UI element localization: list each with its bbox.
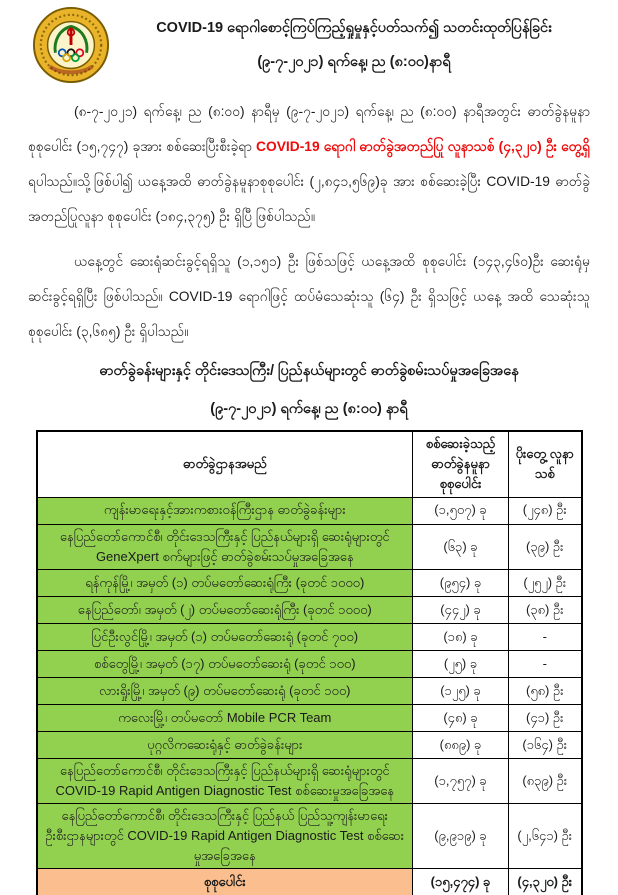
positives-cell: (၃၈) ဦး (509, 596, 582, 623)
table-row (37, 623, 582, 650)
table-row (37, 758, 582, 803)
lab-name-cell: စစ်တွေမြို့၊ အမှတ် (၁၇) တပ်မတော်ဆေးရုံ (ခုတင် ၁၀၀) (37, 650, 413, 677)
samples-cell: (၈၈၉) ခု (413, 731, 509, 758)
column-header-samples-tested: စစ်ဆေးခဲ့သည့် ဓာတ်ခွဲနမူနာ စုစုပေါင်း (413, 431, 509, 497)
samples-cell: (၉,၉၁၉) ခု (413, 804, 509, 869)
lab-testing-table (36, 430, 583, 895)
lab-name-cell: ကလေးမြို့၊ တပ်မတော် Mobile PCR Team (37, 704, 413, 731)
samples-cell: (၄၈) ခု (413, 704, 509, 731)
table-row (37, 677, 582, 704)
samples-cell: (၆၃) ခု (413, 524, 509, 569)
positives-cell: (၂,၆၄၁) ဦး (509, 804, 582, 869)
positives-cell: (၂၅၂) ဦး (509, 569, 582, 596)
samples-cell: (၁၂၅) ခု (413, 677, 509, 704)
lab-name-cell: ကျန်းမာရေးနှင့်အားကစားဝန်ကြီးဌာန ဓာတ်ခွဲခန်းများ (37, 497, 413, 524)
table-row (37, 804, 582, 869)
table-row (37, 731, 582, 758)
lab-name-cell: နေပြည်တော်ကောင်စီ၊ တိုင်းဒေသကြီးနှင့် ပြည်နယ် ပြည်သူ့ကျန်းမာရေးဦးစီးဌာနများတွင် COVID-19 Rapid Antigen Diagnostic Test စစ်ဆေးမှုအခြေအနေ (37, 804, 413, 869)
samples-cell: (၂၅) ခု (413, 650, 509, 677)
column-header-new-positives: ပိုးတွေ့ လူနာသစ် (509, 431, 582, 497)
positives-cell: (၁၆၄) ဦး (509, 731, 582, 758)
table-row (37, 497, 582, 524)
positives-cell: - (509, 650, 582, 677)
table-row (37, 569, 582, 596)
table-subtitle: (၉-၇-၂၀၂၁) ရက်နေ့၊ ည (၈:၀၀) နာရီ (210, 401, 408, 417)
p1-new-cases-highlight: COVID-19 ရောဂါ ဓာတ်ခွဲအတည်ပြု လူနာသစ် (၄,၃၂၀) ဦး တွေ့ရှိ (256, 139, 590, 154)
column-header-lab-name: ဓာတ်ခွဲဌာနအမည် (37, 431, 413, 497)
lab-name-cell: ပုဂ္ဂလိကဆေးရုံနှင့် ဓာတ်ခွဲခန်းများ (37, 731, 413, 758)
paragraph-daily-summary (28, 94, 590, 234)
positives-cell: (၃၉) ဦး (509, 524, 582, 569)
announcement-body (0, 94, 618, 349)
paragraph-discharge-deaths: ယနေ့တွင် ဆေးရုံဆင်းခွင့်ရရှိသူ (၁,၁၅၁) ဦး ဖြစ်သဖြင့် ယနေ့အထိ စုစုပေါင်း (၁၄၃,၄၆၀)ဦး ဆေးရုံမှ ဆင်းခွင့်ရရှိပြီး ဖြစ်ပါသည်။ COVID-19 ရောဂါဖြင့် ထပ်မံသေဆုံးသူ (၆၄) ဦး ရှိသဖြင့် ယနေ့ အထိ သေဆုံးသူစုစုပေါင်း (၃,၆၈၅) ဦး ရှိပါသည်။ (28, 254, 590, 339)
table-total-row (37, 869, 582, 895)
samples-cell: (၁၈) ခု (413, 623, 509, 650)
ministry-seal-icon (32, 6, 110, 84)
table-row (37, 650, 582, 677)
lab-name-cell: လားရှိုးမြို့၊ အမှတ် (၉) တပ်မတော်ဆေးရုံ (ခုတင် ၁၀၀) (37, 677, 413, 704)
p1-text-after: ရပါသည်။သို့ဖြစ်ပါ၍ ယနေ့အထိ ဓာတ်ခွဲနမူနာစုစုပေါင်း (၂,၈၄၁,၅၆၉)ခု အား စစ်ဆေးခဲ့ပြီး COVID-19 ဓာတ်ခွဲအတည်ပြုလူနာ စုစုပေါင်း (၁၈၄,၃၇၅) ဦး ရှိပြီ ဖြစ်ပါသည်။ (28, 174, 590, 224)
table-row (37, 596, 582, 623)
positives-cell: (၄၁) ဦး (509, 704, 582, 731)
table-row (37, 524, 582, 569)
positives-cell: - (509, 623, 582, 650)
title-block (110, 11, 592, 79)
positives-cell: (၅၈) ဦး (509, 677, 582, 704)
positives-cell: (၂၄၈) ဦး (509, 497, 582, 524)
table-title: ဓာတ်ခွဲခန်းများနှင့် တိုင်းဒေသကြီး/ ပြည်နယ်များတွင် ဓာတ်ခွဲစမ်းသပ်မှုအခြေအနေ (99, 363, 519, 379)
lab-name-cell: နေပြည်တော်၊ အမှတ် (၂) တပ်မတော်ဆေးရုံကြီး (ခုတင် ၁၀၀၀) (37, 596, 413, 623)
lab-name-cell: နေပြည်တော်ကောင်စီ၊ တိုင်းဒေသကြီးနှင့် ပြည်နယ်များရှိ ဆေးရုံများတွင် COVID-19 Rapid Antigen Diagnostic Test စစ်ဆေးမှုအခြေအနေ (37, 758, 413, 803)
lab-name-cell: ရန်ကုန်မြို့၊ အမှတ် (၁) တပ်မတော်ဆေးရုံကြီး (ခုတင် ၁၀၀၀) (37, 569, 413, 596)
samples-cell: (၁,၇၅၇) ခု (413, 758, 509, 803)
total-positives-cell: (၄,၃၂၀) ဦး (509, 869, 582, 895)
page-subtitle: (၉-၇-၂၀၂၁) ရက်နေ့၊ ည (၈:၀၀)နာရီ (257, 54, 451, 70)
total-samples-cell: (၁၅,၄၇၄) ခု (413, 869, 509, 895)
table-header-row (37, 431, 582, 497)
document-header (0, 0, 618, 84)
table-row (37, 704, 582, 731)
ministry-seal-graphic (32, 6, 110, 84)
lab-name-cell: ပြင်ဦးလွင်မြို့၊ အမှတ် (၁) တပ်မတော်ဆေးရုံ (ခုတင် ၇၀၀) (37, 623, 413, 650)
lab-name-cell: နေပြည်တော်ကောင်စီ၊ တိုင်းဒေသကြီးနှင့် ပြည်နယ်များရှိ ဆေးရုံများတွင် GeneXpert စက်များဖြင့် ဓာတ်ခွဲစမ်းသပ်မှုအခြေအနေ (37, 524, 413, 569)
samples-cell: (၄၄၂) ခု (413, 596, 509, 623)
samples-cell: (၉၅၄) ခု (413, 569, 509, 596)
page-title: COVID-19 ရောဂါစောင့်ကြပ်ကြည့်ရှုမှုနှင့်ပတ်သက်၍ သတင်းထုတ်ပြန်ခြင်း (156, 20, 552, 36)
total-label-cell: စုစုပေါင်း (37, 869, 413, 895)
p1-text-before: (၈-၇-၂၀၂၁) ရက်နေ့၊ ည (၈:၀၀) နာရီမှ (၉-၇-၂၀၂၁) ရက်နေ့၊ ည (၈:၀၀) နာရီအတွင်း ဓာတ်ခွဲနမူနာစုစုပေါင်း (၁၅,၇၄၇) ခုအား စစ်ဆေးပြီးစီးခဲ့ရာ (28, 104, 590, 154)
samples-cell: (၁,၅၀၇) ခု (413, 497, 509, 524)
positives-cell: (၈၃၉) ဦး (509, 758, 582, 803)
